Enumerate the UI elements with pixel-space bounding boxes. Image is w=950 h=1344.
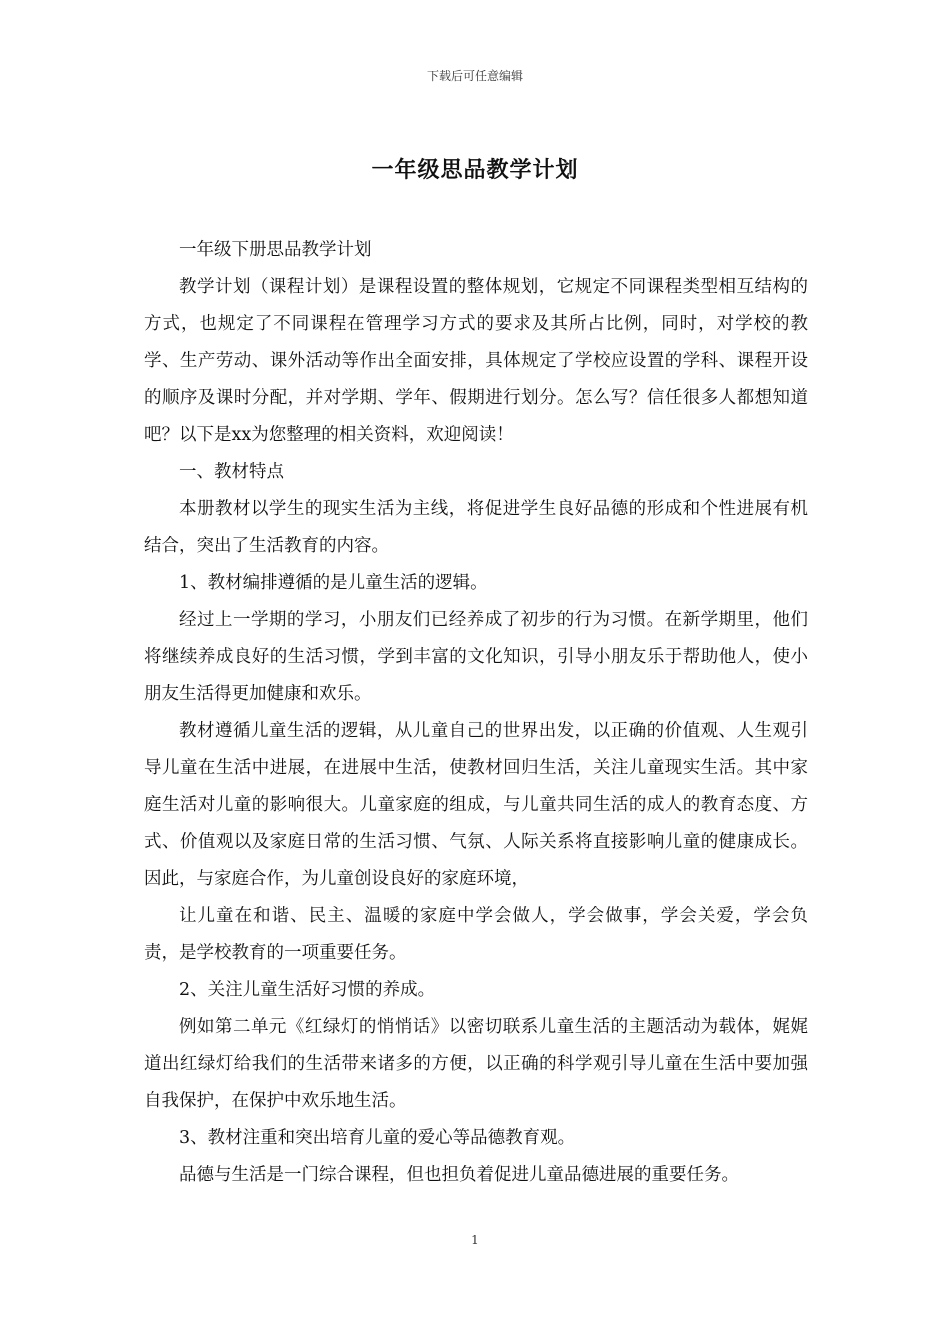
list-heading-2: 2、关注儿童生活好习惯的养成。 — [179, 980, 436, 1000]
paragraph: 教材遵循儿童生活的逻辑，从儿童自己的世界出发，以正确的价值观、人生观引导儿童在生活中进展，在进展中生活，使教材回归生活，关注儿童现实生活。其中家庭生活对儿童的影响很大。儿童家庭的组成，与儿童共同生活的成人的教育态度、方式、价值观以及家庭日常的生活习惯、气氛、人际关系将直接影响儿童的健康成长。因此，与家庭合作，为儿童创设良好的家庭环境， — [144, 721, 808, 889]
paragraph-subtitle: 一年级下册思品教学计划 — [179, 240, 372, 260]
list-heading-3: 3、教材注重和突出培育儿童的爱心等品德教育观。 — [179, 1128, 576, 1148]
paragraph: 经过上一学期的学习，小朋友们已经养成了初步的行为习惯。在新学期里，他们将继续养成良好的生活习惯，学到丰富的文化知识，引导小朋友乐于帮助他人，使小朋友生活得更加健康和欢乐。 — [144, 610, 808, 704]
document-title: 一年级思品教学计划 — [371, 158, 579, 183]
paragraph: 品德与生活是一门综合课程，但也担负着促进儿童品德进展的重要任务。 — [179, 1165, 739, 1185]
document-body — [144, 232, 808, 1194]
paragraph: 例如第二单元《红绿灯的悄悄话》以密切联系儿童生活的主题活动为载体，娓娓道出红绿灯给我们的生活带来诸多的方便，以正确的科学观引导儿童在生活中要加强自我保护，在保护中欢乐地生活。 — [144, 1017, 808, 1111]
list-heading-1: 1、教材编排遵循的是儿童生活的逻辑。 — [179, 573, 488, 593]
paragraph: 本册教材以学生的现实生活为主线，将促进学生良好品德的形成和个性进展有机结合，突出了生活教育的内容。 — [144, 499, 808, 556]
paragraph-intro: 教学计划（课程计划）是课程设置的整体规划，它规定不同课程类型相互结构的方式，也规定了不同课程在管理学习方式的要求及其所占比例，同时，对学校的教学、生产劳动、课外活动等作出全面安排，具体规定了学校应设置的学科、课程开设的顺序及课时分配，并对学期、学年、假期进行划分。怎么写？信任很多人都想知道吧？以下是xx为您整理的相关资料，欢迎阅读！ — [144, 277, 808, 445]
page-number: 1 — [471, 1233, 479, 1247]
section-heading-textbook-features: 一、教材特点 — [179, 462, 284, 482]
page-header: 下载后可任意编辑 — [426, 69, 523, 83]
paragraph: 让儿童在和谐、民主、温暖的家庭中学会做人，学会做事，学会关爱，学会负责，是学校教育的一项重要任务。 — [144, 906, 808, 963]
